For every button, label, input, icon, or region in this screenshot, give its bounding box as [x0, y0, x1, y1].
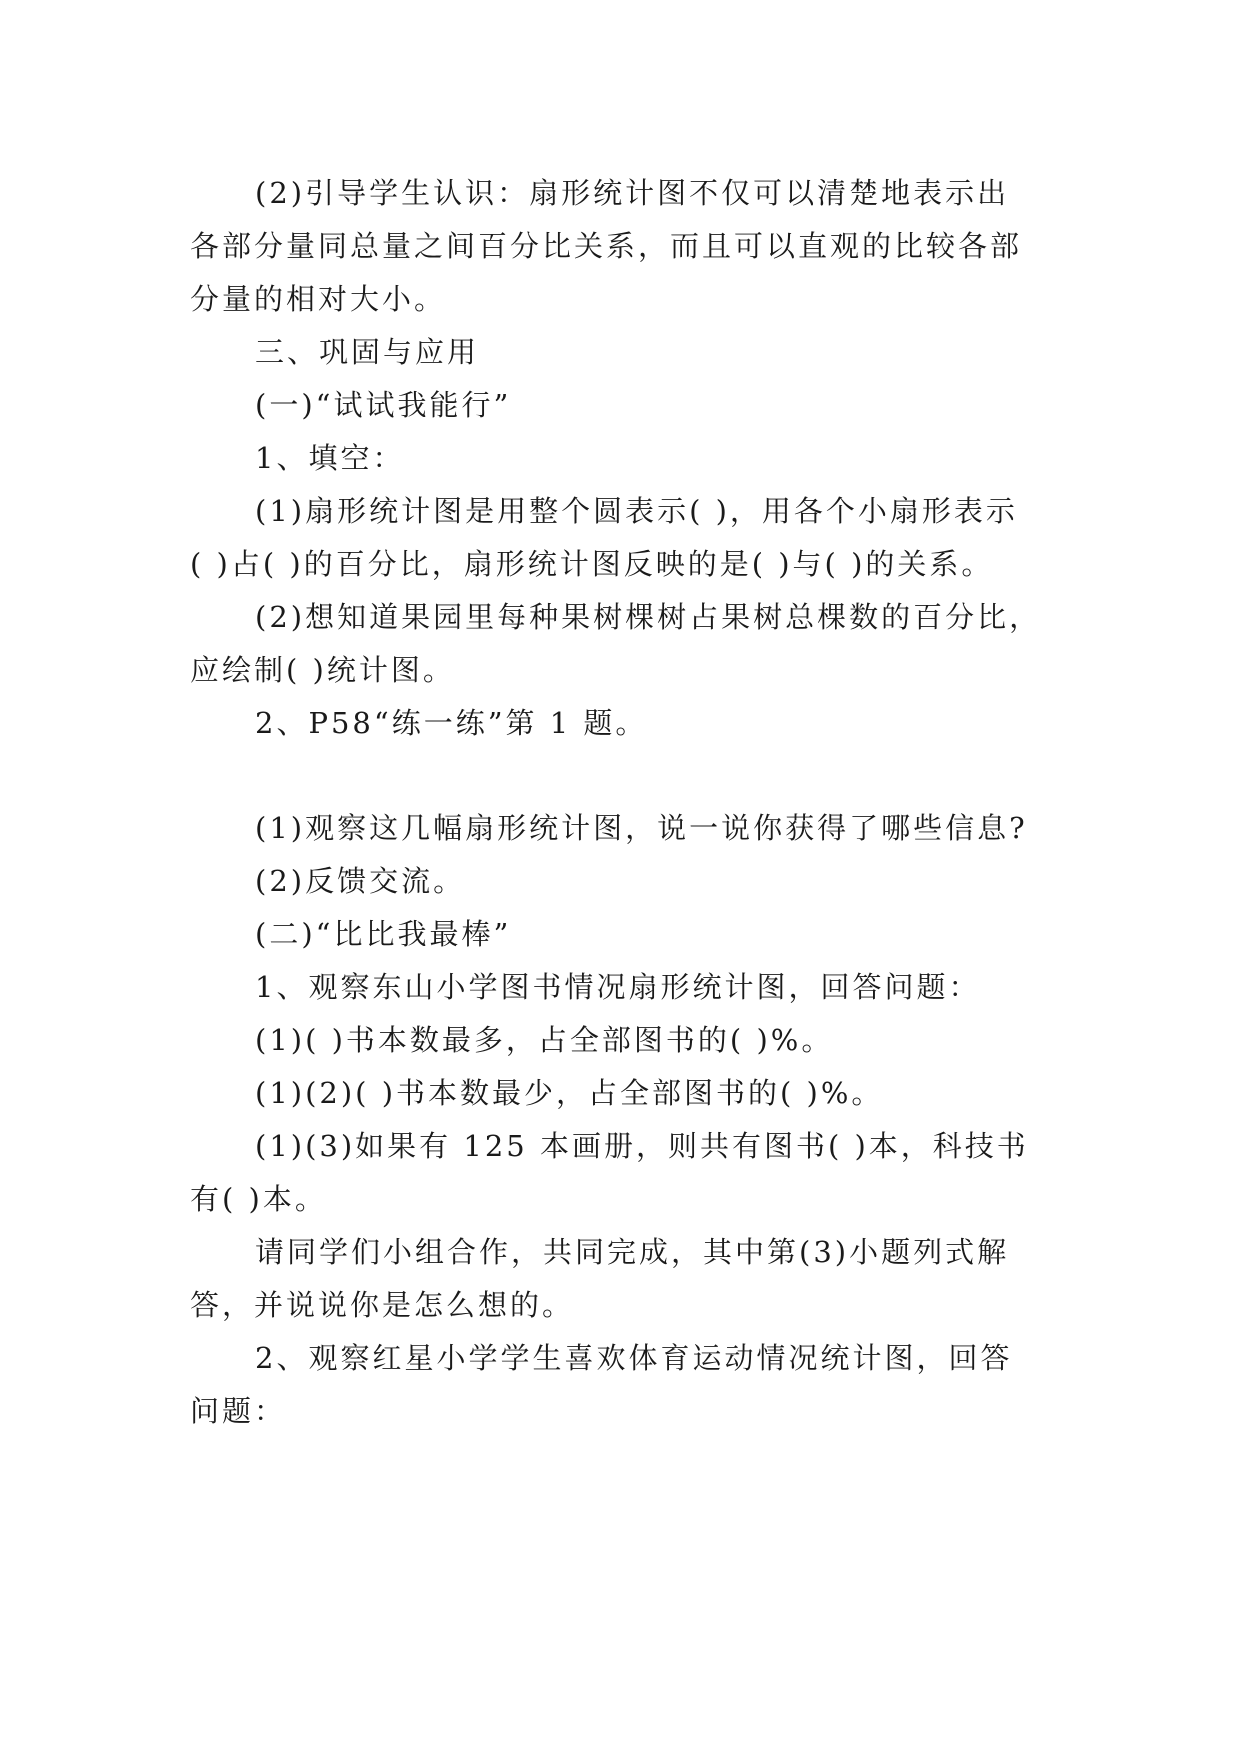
paragraph-line: (1)观察这几幅扇形统计图，说一说你获得了哪些信息?: [255, 811, 1028, 845]
paragraph-line: 2、P58“练一练”第 1 题。: [255, 706, 648, 740]
paragraph-line: 分量的相对大小。: [190, 282, 447, 316]
paragraph-line: (2)反馈交流。: [255, 864, 466, 898]
paragraph-line: ( )占( )的百分比，扇形统计图反映的是( )与( )的关系。: [190, 547, 994, 581]
paragraph-line: 2、观察红星小学学生喜欢体育运动情况统计图，回答: [255, 1341, 1013, 1375]
subsection-heading: (二)“比比我最棒”: [255, 917, 512, 951]
section-heading: 三、巩固与应用: [255, 335, 480, 369]
paragraph-line: 问题：: [190, 1394, 287, 1428]
paragraph-line: 答，并说说你是怎么想的。: [190, 1288, 575, 1322]
paragraph-line: 1、填空：: [255, 441, 405, 475]
paragraph-line: (1)( )书本数最多，占全部图书的( )%。: [255, 1023, 834, 1057]
paragraph-line: (1)(2)( )书本数最少，占全部图书的( )%。: [255, 1076, 884, 1110]
paragraph-line: (1)(3)如果有 125 本画册，则共有图书( )本，科技书: [255, 1129, 1029, 1163]
paragraph-line: 1、观察东山小学图书情况扇形统计图，回答问题：: [255, 970, 981, 1004]
paragraph-line: 各部分量同总量之间百分比关系，而且可以直观的比较各部: [190, 229, 1023, 263]
paragraph-line: (1)扇形统计图是用整个圆表示( )，用各个小扇形表示: [255, 494, 1018, 528]
paragraph-line: 有( )本。: [190, 1182, 327, 1216]
subsection-heading: (一)“试试我能行”: [255, 388, 512, 422]
paragraph-line: 应绘制( )统计图。: [190, 653, 455, 687]
paragraph-line: 请同学们小组合作，共同完成，其中第(3)小题列式解: [255, 1235, 1010, 1269]
paragraph-line: (2)引导学生认识：扇形统计图不仅可以清楚地表示出: [255, 176, 1010, 210]
paragraph-line: (2)想知道果园里每种果树棵树占果树总棵数的百分比，: [255, 600, 1042, 634]
